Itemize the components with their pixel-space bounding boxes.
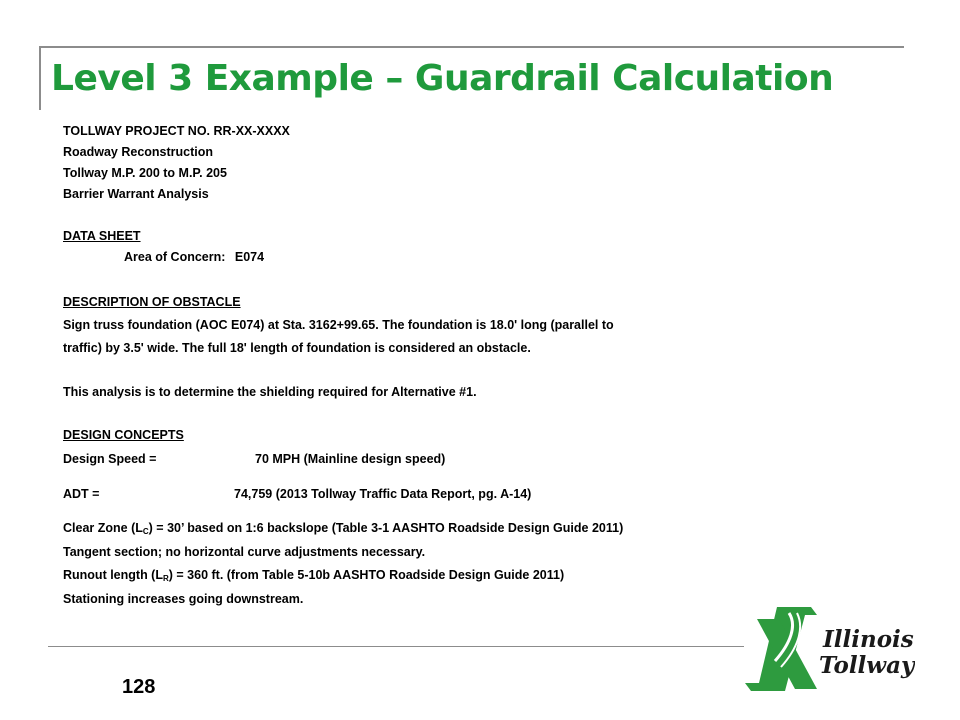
runout-prefix: Runout length (L xyxy=(63,568,163,582)
bottom-divider xyxy=(48,646,744,647)
obstacle-line-2: traffic) by 3.5' wide. The full 18' length of foundation is considered an obstacle. xyxy=(63,341,531,355)
data-sheet-heading: DATA SHEET xyxy=(63,229,141,243)
left-frame-line xyxy=(39,46,41,110)
project-number: TOLLWAY PROJECT NO. RR-XX-XXXX xyxy=(63,124,290,138)
page-number: 128 xyxy=(122,676,156,698)
runout-suffix: ) = 360 ft. (from Table 5-10b AASHTO Roadside Design Guide 2011) xyxy=(168,568,565,582)
top-frame-line xyxy=(40,46,904,48)
clear-zone-subscript: C xyxy=(142,527,149,536)
tangent-section: Tangent section; no horizontal curve adjustments necessary. xyxy=(63,545,426,559)
clear-zone-prefix: Clear Zone (L xyxy=(63,521,143,535)
tollway-x-icon xyxy=(745,605,915,695)
runout-length xyxy=(63,568,564,583)
logo-line-1: Illinois xyxy=(823,626,914,653)
illinois-tollway-logo xyxy=(745,605,915,695)
clear-zone-suffix: ) = 30’ based on 1:6 backslope (Table 3-1 AASHTO Roadside Design Guide 2011) xyxy=(148,521,624,535)
obstacle-line-1: Sign truss foundation (AOC E074) at Sta. 3162+99.65. The foundation is 18.0' long (parallel to xyxy=(63,318,614,332)
work-type: Roadway Reconstruction xyxy=(63,145,214,159)
adt xyxy=(63,487,532,501)
adt-label: ADT = xyxy=(63,487,100,501)
area-label: Area of Concern: xyxy=(124,250,226,264)
runout-subscript: R xyxy=(162,574,169,583)
design-speed-value: 70 MPH (Mainline design speed) xyxy=(255,452,446,466)
logo-line-2: Tollway xyxy=(819,652,915,679)
design-speed-label: Design Speed = xyxy=(63,452,157,466)
clear-zone xyxy=(63,521,623,536)
analysis-purpose: This analysis is to determine the shielding required for Alternative #1. xyxy=(63,385,477,399)
obstacle-heading: DESCRIPTION OF OBSTACLE xyxy=(63,295,241,309)
design-speed xyxy=(63,452,446,466)
stationing: Stationing increases going downstream. xyxy=(63,592,304,606)
area-of-concern xyxy=(124,250,264,264)
design-heading: DESIGN CONCEPTS xyxy=(63,428,184,442)
analysis-type: Barrier Warrant Analysis xyxy=(63,187,209,201)
adt-value: 74,759 (2013 Tollway Traffic Data Report, pg. A-14) xyxy=(234,487,532,501)
slide-title: Level 3 Example – Guardrail Calculation xyxy=(51,58,834,99)
area-value: E074 xyxy=(234,250,265,264)
location: Tollway M.P. 200 to M.P. 205 xyxy=(63,166,227,180)
